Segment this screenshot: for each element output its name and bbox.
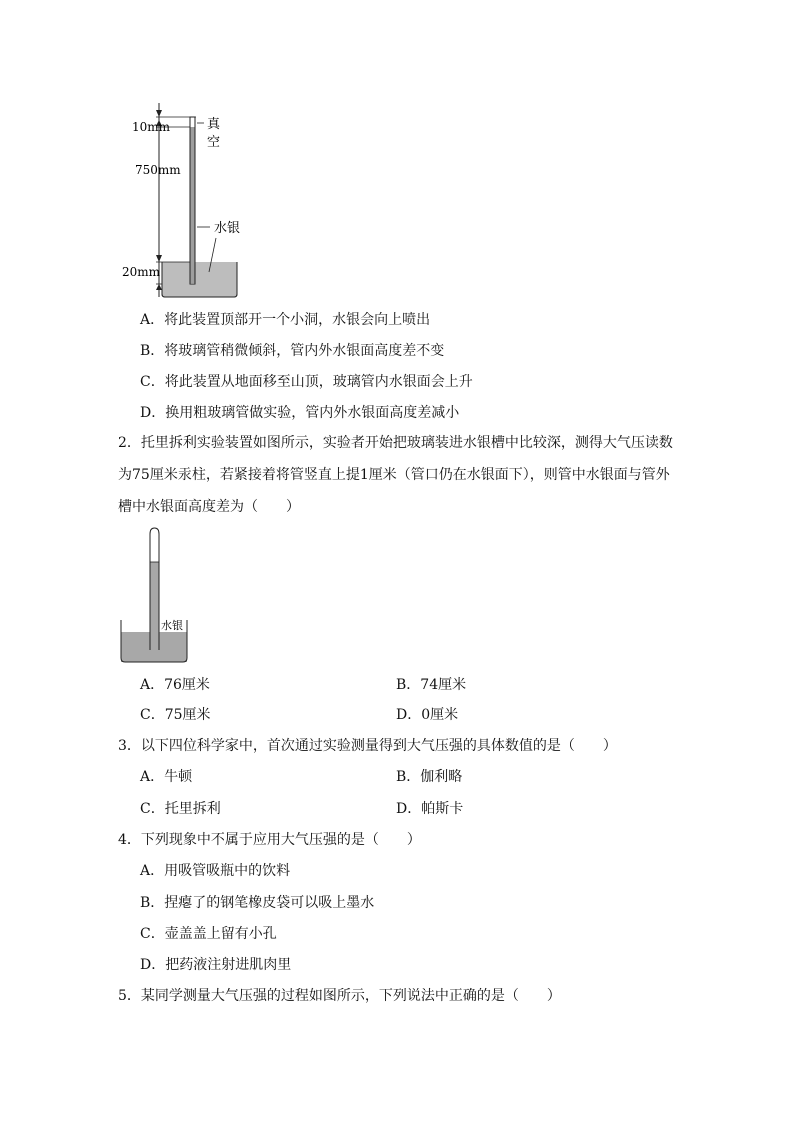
q1-option-a: A．将此装置顶部开一个小洞，水银会向上喷出 — [140, 312, 431, 328]
q3-stem: 3．以下四位科学家中，首次通过实验测量得到大气压强的具体数值的是（ ） — [118, 738, 617, 754]
q3-option-a: A．牛顿 — [140, 769, 193, 785]
q1-option-b: B．将玻璃管稍微倾斜，管内外水银面高度差不变 — [140, 343, 445, 359]
label-750mm: 750mm — [135, 163, 181, 177]
tube-mercury-column — [191, 127, 195, 283]
q4-option-b: B．捏瘪了的钢笔橡皮袋可以吸上墨水 — [140, 895, 375, 911]
label-mercury: 水银 — [214, 221, 241, 236]
torricelli-figure-1 — [110, 100, 260, 305]
q2-option-b: B．74厘米 — [396, 677, 467, 693]
q2-option-c: C．75厘米 — [140, 707, 211, 723]
trough-mercury — [163, 262, 237, 297]
q4-stem: 4．下列现象中不属于应用大气压强的是（ ） — [118, 832, 421, 848]
q4-option-a: A．用吸管吸瓶中的饮料 — [140, 863, 291, 879]
figure2-mercury-label: 水银 — [161, 619, 183, 632]
q2-option-a: A．76厘米 — [140, 677, 210, 693]
q1-option-c: C．将此装置从地面移至山顶，玻璃管内水银面会上升 — [140, 374, 473, 390]
label-vacuum-2: 空 — [207, 135, 221, 150]
torricelli-figure-2 — [110, 522, 200, 667]
label-20mm: 20mm — [122, 265, 161, 279]
q3-option-d: D．帕斯卡 — [396, 801, 464, 817]
q3-option-c: C．托里拆利 — [140, 801, 221, 817]
q4-option-c: C．壶盖盖上留有小孔 — [140, 926, 277, 942]
q3-option-b: B．伽利略 — [396, 769, 463, 785]
q1-option-d: D．换用粗玻璃管做实验，管内外水银面高度差减小 — [140, 405, 460, 421]
q4-option-d: D．把药液注射进肌肉里 — [140, 957, 292, 973]
q2-stem-line-1: 2．托里拆利实验装置如图所示，实验者开始把玻璃装进水银槽中比较深，测得大气压读数 — [118, 435, 673, 451]
q5-stem: 5．某同学测量大气压强的过程如图所示，下列说法中正确的是（ ） — [118, 988, 561, 1004]
label-vacuum-1: 真 — [207, 117, 221, 132]
label-10mm: 10mm — [132, 120, 171, 134]
tube-mercury-column-2 — [151, 562, 159, 650]
q2-option-d: D．0厘米 — [396, 707, 459, 723]
q2-stem-line-2: 为75厘米汞柱，若紧接着将管竖直上提1厘米（管口仍在水银面下），则管中水银面与管外 — [118, 467, 670, 483]
q2-stem-line-3: 槽中水银面高度差为（ ） — [118, 499, 300, 515]
